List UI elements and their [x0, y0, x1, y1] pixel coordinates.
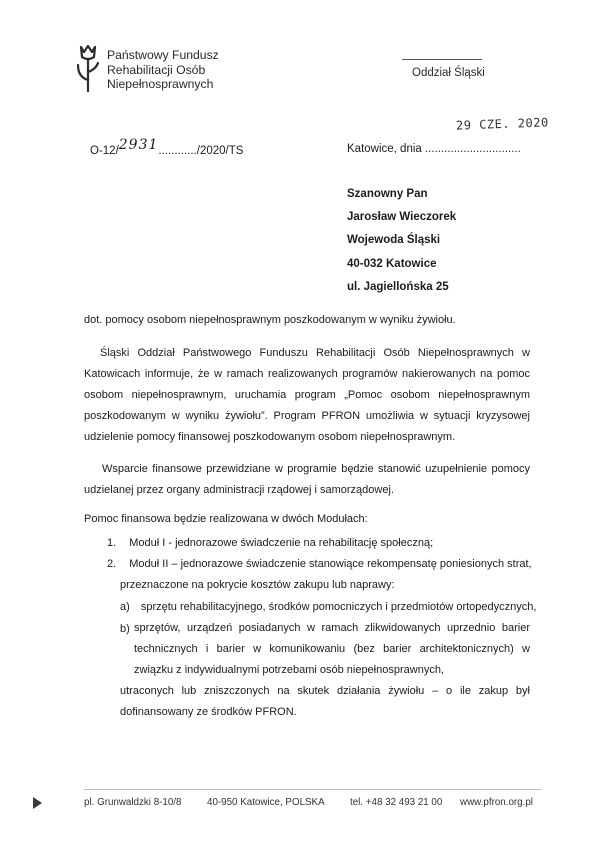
sub-item-a-letter: a) [120, 601, 130, 613]
sub-item-b-text: sprzętów, urządzeń posiadanych w ramach zlikwidowanych uprzednio barier technicznych i barier w komunikowaniu (bez barier architektonicznych) w związku z indywidualnymi potrzebami osób niepełnosprawnych, [134, 622, 530, 676]
module-2-item [107, 558, 532, 570]
reference-handwritten-number: 2931 [118, 137, 159, 153]
sub-item-a [120, 601, 536, 613]
branch-divider [402, 59, 482, 60]
addressee-block [347, 183, 456, 299]
reference-suffix: /2020/TS [196, 145, 244, 157]
footer-arrow-icon [33, 797, 42, 809]
org-name-line2: Rehabilitacji Osób [107, 62, 206, 77]
module-2-text: Moduł II – jednorazowe świadczenie stanowiące rekompensatę poniesionych strat, [129, 558, 532, 570]
module-2-text-cont: przeznaczone na pokrycie kosztów zakupu lub naprawy: [120, 579, 395, 591]
footer-website: www.pfron.org.pl [460, 797, 533, 808]
footer-city: 40-950 Katowice, POLSKA [207, 797, 325, 808]
sub-item-a-text: sprzętu rehabilitacyjnego, środków pomocniczych i przedmiotów ortopedycznych, [140, 601, 537, 613]
addressee-street: ul. Jagiellońska 25 [347, 280, 449, 293]
reference-prefix: O-12/ [90, 145, 119, 157]
addressee-title: Wojewoda Śląski [347, 234, 441, 247]
pfron-logo-icon [74, 43, 102, 93]
footer-divider [84, 789, 541, 790]
org-name-line3: Niepełnosprawnych [107, 77, 214, 91]
addressee-postal-city: 40-032 Katowice [347, 257, 437, 270]
module-1-number: 1. [107, 537, 117, 549]
letter-subject: dot. pomocy osobom niepełnosprawnym poszkodowanym w wyniku żywiołu. [84, 314, 456, 326]
sub-item-b-letter: b) [120, 623, 130, 635]
module-1-text: Moduł I - jednorazowe świadczenie na rehabilitację społeczną; [129, 537, 434, 549]
branch-name: Oddział Śląski [412, 67, 485, 79]
footer-address: pl. Grunwaldzki 8-10/8 [84, 797, 182, 808]
modules-intro: Pomoc finansowa będzie realizowana w dwóch Modułach: [84, 513, 368, 525]
paragraph-1: Śląski Oddział Państwowego Funduszu Rehabilitacji Osób Niepełnosprawnych w Katowicach informuje, że w ramach realizowanych programów nakierowanych na pomoc osobom niepełnosprawnym, uruchamia program „Pomoc osobom niepełnosprawnym poszkodowanym w wyniku żywiołu”. Program PFRON umożliwia w sytuacji kryzysowej udzielenie pomocy finansowej poszkodowanym osobom niepełnosprawnym. [84, 347, 530, 443]
module-1-item [107, 537, 433, 549]
reference-number [90, 137, 244, 158]
reference-dots: ............ [158, 145, 197, 157]
footer-phone: tel. +48 32 493 21 00 [350, 797, 443, 808]
module-2-number: 2. [107, 558, 117, 570]
city-date: Katowice, dnia .............................. [347, 143, 521, 155]
date-stamp: 29 CZE. 2020 [455, 115, 549, 133]
organization-name [107, 48, 219, 92]
closing-paragraph: utraconych lub zniszczonych na skutek działania żywiołu – o ile zakup był dofinansowany ze środków PFRON. [120, 685, 530, 718]
paragraph-2: Wsparcie finansowe przewidziane w programie będzie stanowić uzupełnienie pomocy udzielanej przez organy administracji rządowej i samorządowej. [84, 463, 530, 496]
addressee-salutation: Szanowny Pan [347, 188, 428, 200]
org-name-line1: Państwowy Fundusz [107, 48, 219, 62]
addressee-name: Jarosław Wieczorek [347, 211, 457, 224]
